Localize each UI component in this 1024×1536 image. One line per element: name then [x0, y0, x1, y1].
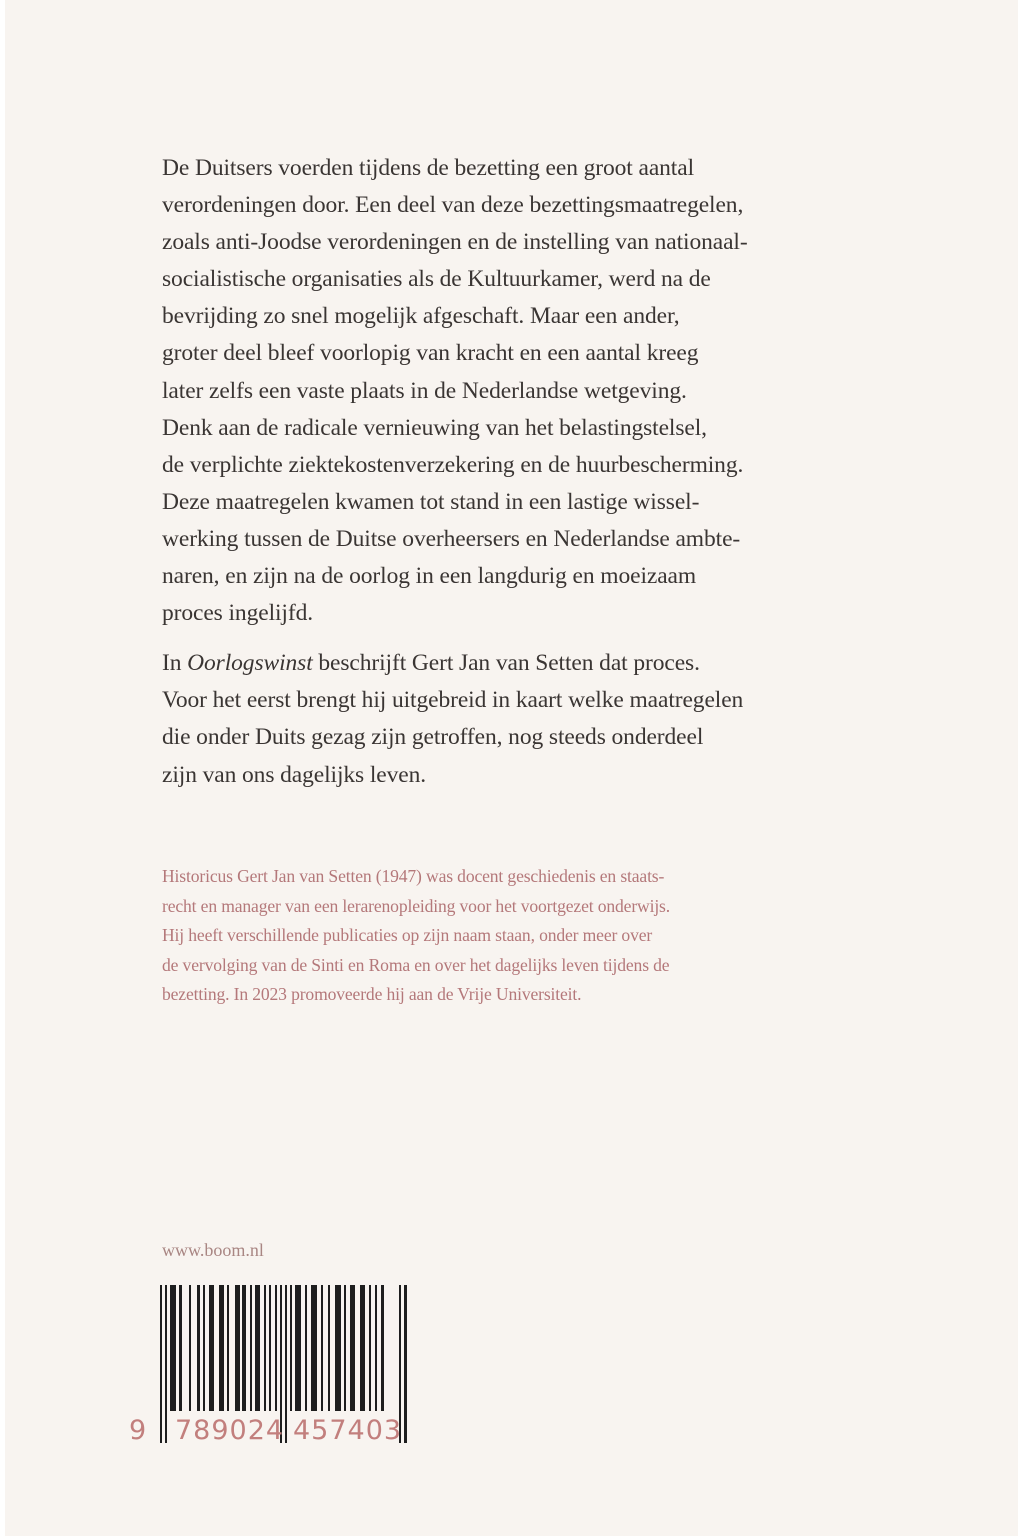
- blurb-line: de verplichte ziektekostenverzekering en de huurbescherming.: [162, 451, 744, 478]
- blurb-paragraph-2: [162, 645, 882, 793]
- bio-line: Hij heeft verschillende publicaties op zijn naam staan, onder meer over: [162, 925, 653, 945]
- blurb-line: groter deel bleef voorlopig van kracht en een aantal kreeg: [162, 340, 699, 367]
- blurb-line: Deze maatregelen kwamen tot stand in een lastige wissel-: [162, 488, 700, 515]
- isbn-barcode: [123, 1283, 423, 1453]
- blurb-line: zijn van ons dagelijks leven.: [162, 761, 427, 788]
- blurb-line: Denk aan de radicale vernieuwing van het belastingstelsel,: [162, 414, 707, 441]
- isbn-prefix-digit: 9: [129, 1415, 148, 1446]
- blurb-line: Voor het eerst brengt hij uitgebreid in kaart welke maatregelen: [162, 687, 744, 714]
- blurb-text-fragment: beschrijft Gert Jan van Setten dat proces.: [312, 650, 700, 677]
- author-bio: [162, 862, 862, 1010]
- book-title: Oorlogswinst: [187, 650, 313, 677]
- blurb-line: bevrijding zo snel mogelijk afgeschaft. Maar een ander,: [162, 303, 680, 330]
- bio-line: de vervolging van de Sinti en Roma en over het dagelijks leven tijdens de: [162, 954, 670, 975]
- blurb-paragraph-1: [162, 150, 882, 632]
- publisher-website: www.boom.nl: [162, 1240, 264, 1260]
- bio-line: recht en manager van een lerarenopleiding voor het voortgezet onderwijs.: [162, 895, 671, 916]
- blurb-line: De Duitsers voerden tijdens de bezetting een groot aantal: [162, 155, 695, 181]
- blurb-line: [162, 645, 882, 682]
- blurb-line: later zelfs een vaste plaats in de Nederlandse wetgeving.: [162, 377, 687, 404]
- blurb-text: [162, 150, 882, 794]
- book-back-cover: [5, 0, 1018, 1536]
- bio-line: Historicus Gert Jan van Setten (1947) was docent geschiedenis en staats-: [162, 866, 665, 886]
- blurb-text-fragment: In: [162, 650, 188, 677]
- blurb-line: naren, en zijn na de oorlog in een langdurig en moeizaam: [162, 563, 697, 590]
- bio-line: bezetting. In 2023 promoveerde hij aan de Vrije Universiteit.: [162, 984, 582, 1004]
- isbn-group-2: 457403: [293, 1415, 403, 1446]
- blurb-line: socialistische organisaties als de Kultuurkamer, werd na de: [162, 266, 711, 293]
- blurb-line: verordeningen door. Een deel van deze bezettingsmaatregelen,: [162, 192, 744, 219]
- blurb-line: die onder Duits gezag zijn getroffen, nog steeds onderdeel: [162, 724, 704, 751]
- isbn-group-1: 789024: [175, 1415, 285, 1446]
- blurb-line: zoals anti-Joodse verordeningen en de instelling van nationaal-: [162, 229, 748, 256]
- blurb-line: proces ingelijfd.: [162, 600, 314, 627]
- blurb-line: werking tussen de Duitse overheersers en Nederlandse ambte-: [162, 525, 741, 552]
